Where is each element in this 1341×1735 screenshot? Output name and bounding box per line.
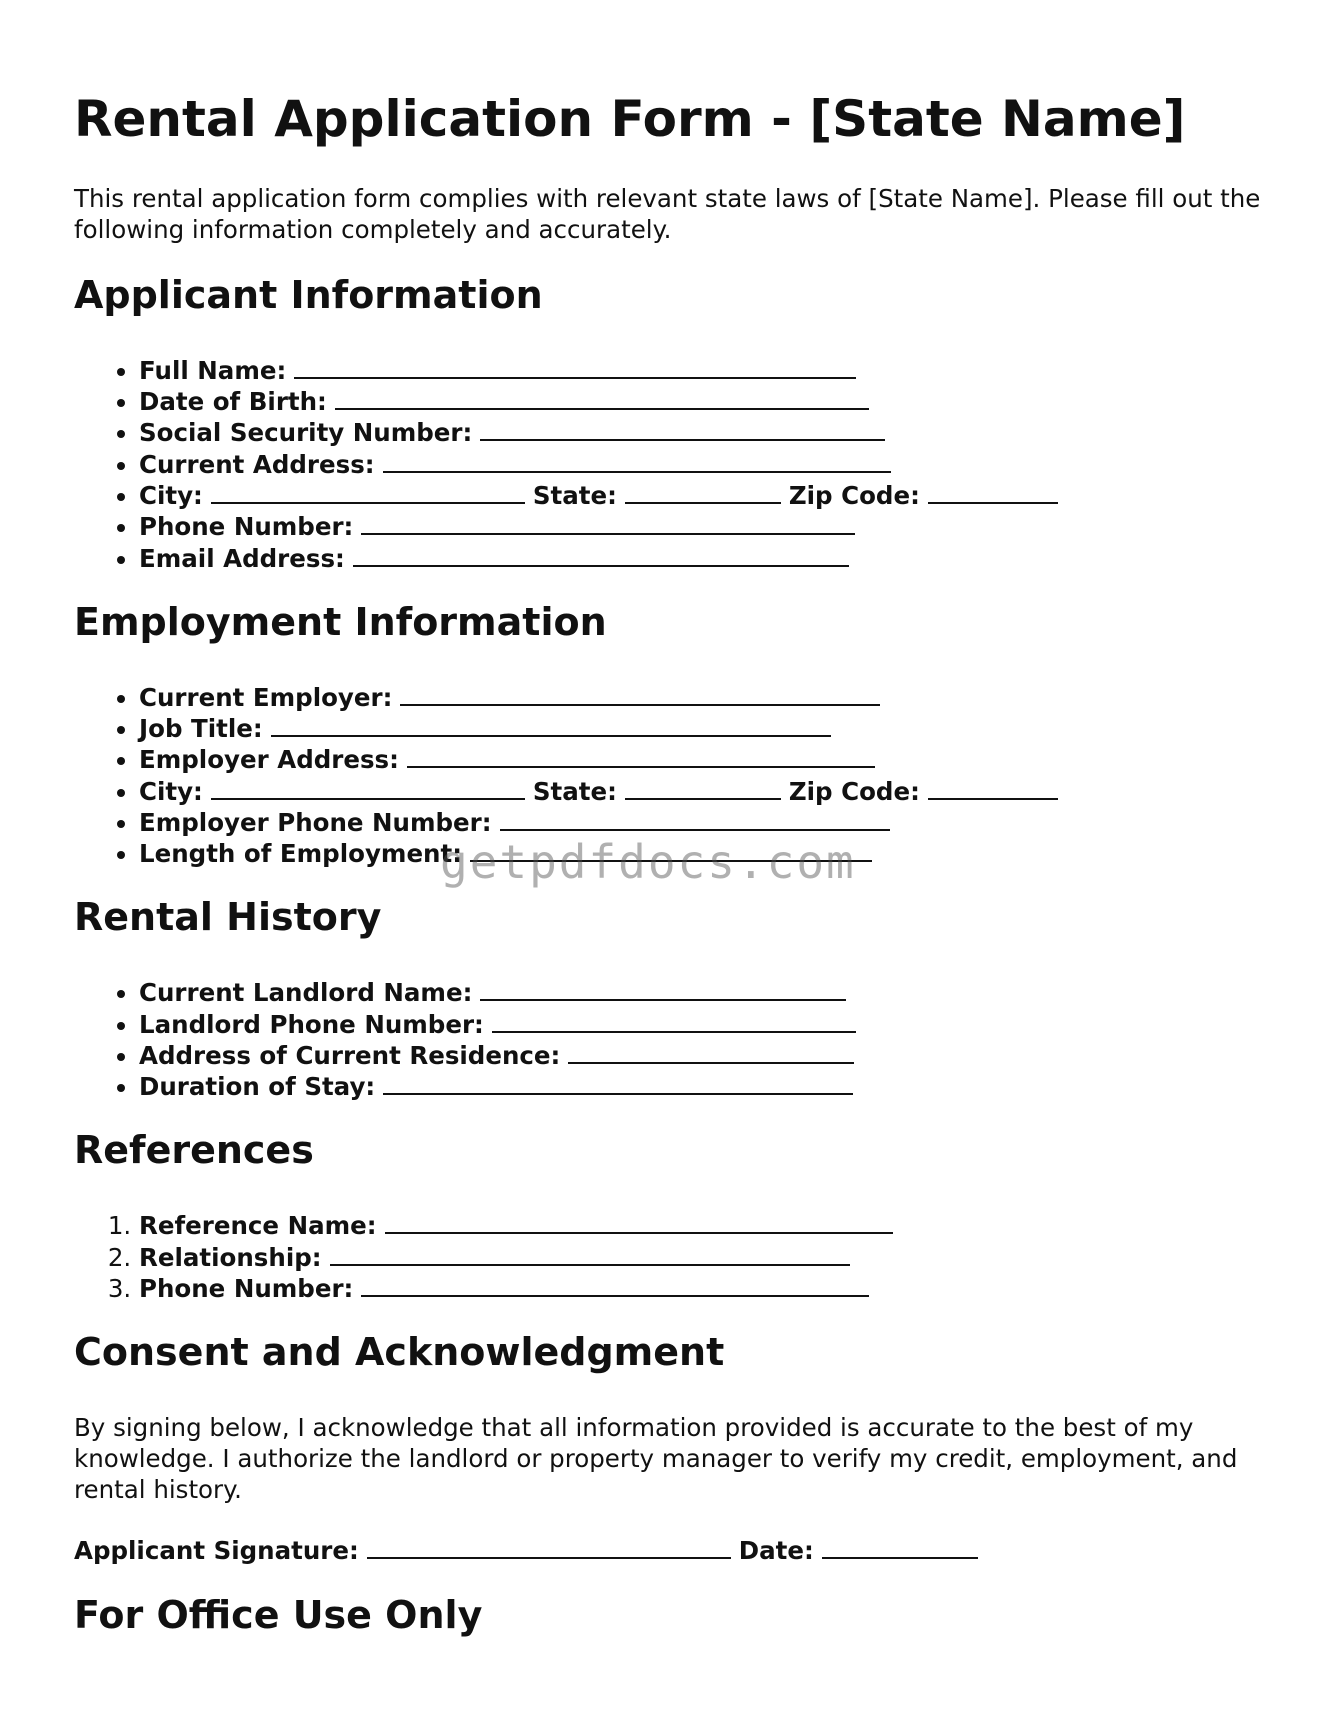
field-reference-phone — [139, 1273, 1274, 1304]
field-reference-name — [139, 1210, 1274, 1241]
field-label: Address of Current Residence: — [139, 1040, 561, 1070]
employer-address-blank[interactable] — [407, 744, 875, 768]
current-employer-blank[interactable] — [400, 682, 880, 706]
employer-state-blank[interactable] — [625, 776, 781, 800]
field-label: Current Address: — [139, 449, 375, 479]
field-date-of-birth — [139, 386, 1274, 417]
field-label: Zip Code: — [788, 480, 920, 510]
section-heading-references: References — [74, 1128, 314, 1173]
applicant-fields — [74, 355, 1274, 574]
relationship-blank[interactable] — [330, 1242, 850, 1266]
consent-paragraph: By signing below, I acknowledge that all information provided is accurate to the best of my knowledge. I authorize the landlord or property manager to verify my credit, employment, and rental history. — [74, 1412, 1238, 1504]
field-relationship — [139, 1242, 1274, 1273]
field-full-name — [139, 355, 1274, 386]
field-label: Full Name: — [139, 355, 287, 385]
watermark-text: getpdfdocs.com — [440, 835, 856, 889]
field-duration-of-stay — [139, 1071, 1274, 1102]
email-address-blank[interactable] — [353, 543, 849, 567]
section-heading-rental-history: Rental History — [74, 895, 382, 940]
zip-blank[interactable] — [928, 480, 1058, 504]
signature-line — [74, 1535, 1274, 1565]
employer-zip-blank[interactable] — [928, 776, 1058, 800]
field-label: Zip Code: — [788, 776, 920, 806]
landlord-name-blank[interactable] — [480, 977, 846, 1001]
field-label: Landlord Phone Number: — [139, 1009, 484, 1039]
field-label: City: — [139, 776, 203, 806]
date-label: Date: — [738, 1535, 814, 1565]
employer-phone-blank[interactable] — [500, 807, 890, 831]
current-address-blank[interactable] — [383, 449, 891, 473]
ssn-blank[interactable] — [480, 417, 885, 441]
field-employer-city-state-zip — [139, 776, 1274, 807]
field-label: Length of Employment: — [139, 839, 463, 869]
field-residence-address — [139, 1040, 1274, 1071]
field-label: Employer Phone Number: — [139, 807, 492, 837]
field-employer-phone — [139, 807, 1274, 838]
field-label: Relationship: — [139, 1242, 322, 1272]
field-email-address — [139, 543, 1274, 574]
reference-fields — [74, 1210, 1274, 1304]
landlord-phone-blank[interactable] — [492, 1009, 856, 1033]
reference-phone-blank[interactable] — [361, 1273, 869, 1297]
signature-blank[interactable] — [367, 1535, 731, 1559]
field-phone-number — [139, 511, 1274, 542]
rental-history-fields — [74, 977, 1274, 1102]
field-label: Job Title: — [139, 713, 263, 743]
field-label: State: — [532, 480, 617, 510]
field-label: Reference Name: — [139, 1211, 377, 1241]
field-label: Date of Birth: — [139, 387, 327, 417]
field-city-state-zip — [139, 480, 1274, 511]
full-name-blank[interactable] — [294, 355, 856, 379]
employer-city-blank[interactable] — [211, 776, 525, 800]
state-blank[interactable] — [625, 480, 781, 504]
page-title: Rental Application Form - [State Name] — [74, 90, 1186, 148]
section-heading-office-use: For Office Use Only — [74, 1592, 483, 1637]
field-ssn — [139, 417, 1274, 448]
date-blank[interactable] — [822, 1535, 978, 1559]
residence-address-blank[interactable] — [568, 1040, 854, 1064]
intro-paragraph: This rental application form complies with relevant state laws of [State Name]. Please fill out the following information completely and accurately. — [74, 184, 1261, 244]
duration-of-stay-blank[interactable] — [383, 1071, 853, 1095]
field-label: Duration of Stay: — [139, 1072, 376, 1102]
field-label: Employer Address: — [139, 745, 399, 775]
field-current-employer — [139, 682, 1274, 713]
field-label: Phone Number: — [139, 1273, 354, 1303]
field-label: Email Address: — [139, 543, 345, 573]
city-blank[interactable] — [211, 480, 525, 504]
field-label: State: — [532, 776, 617, 806]
field-label: Current Employer: — [139, 682, 393, 712]
field-employer-address — [139, 744, 1274, 775]
section-heading-applicant: Applicant Information — [74, 273, 543, 317]
date-of-birth-blank[interactable] — [335, 386, 869, 410]
job-title-blank[interactable] — [271, 713, 831, 737]
reference-name-blank[interactable] — [385, 1210, 893, 1234]
field-label: Current Landlord Name: — [139, 978, 473, 1008]
signature-label: Applicant Signature: — [74, 1535, 359, 1565]
field-label: Phone Number: — [139, 512, 354, 542]
section-heading-employment: Employment Information — [74, 599, 607, 644]
section-heading-consent: Consent and Acknowledgment — [74, 1330, 725, 1375]
phone-number-blank[interactable] — [361, 511, 855, 535]
field-label: Social Security Number: — [139, 418, 473, 448]
field-landlord-name — [139, 977, 1274, 1008]
field-label: City: — [139, 480, 203, 510]
field-job-title — [139, 713, 1274, 744]
field-landlord-phone — [139, 1009, 1274, 1040]
field-current-address — [139, 449, 1274, 480]
